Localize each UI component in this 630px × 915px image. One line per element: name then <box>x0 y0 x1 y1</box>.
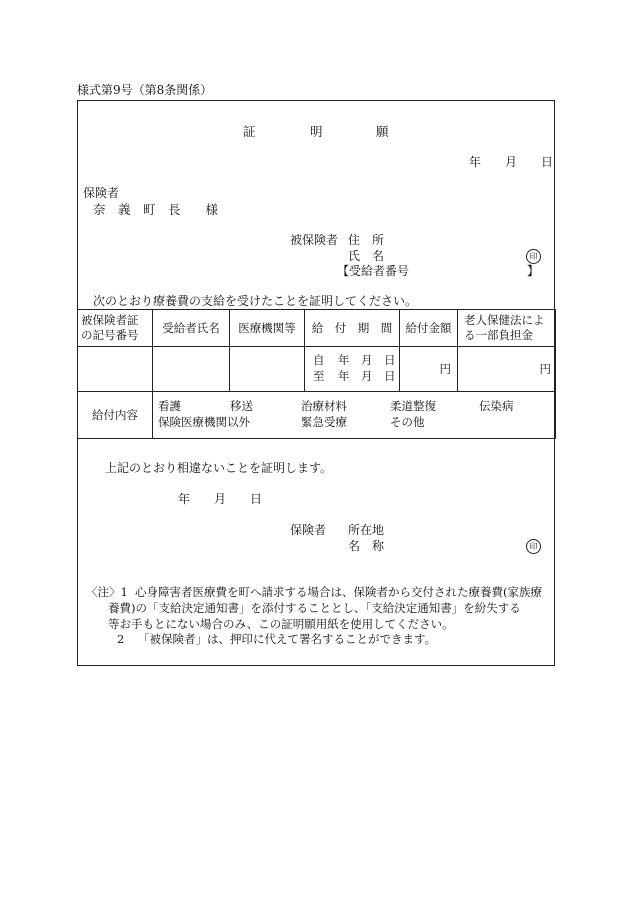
benefit-content-row <box>78 392 556 439</box>
period-from-day: 日 <box>384 353 396 367</box>
insured-label: 被保険者 <box>290 233 339 247</box>
addressee-name: 奈 義 町 長 様 <box>93 202 219 217</box>
period-from-month: 月 <box>361 353 373 367</box>
note-1-line-2: 養費)の「支給決定通知書」を添付することとし、「支給決定通知書」を紛失する <box>108 601 521 615</box>
header-recipient-name: 受給者氏名 <box>153 310 230 347</box>
benefit-content-options <box>153 392 556 439</box>
title-char-3: 願 <box>376 124 389 139</box>
header-insured-number: 被保険者証の記号番号 <box>78 310 153 347</box>
note-1-line-1: 心身障害者医療費を町へ請求する場合は、保険者から交付された療養費(家族療 <box>135 585 542 599</box>
benefit-outside[interactable]: 保険医療機関以外 <box>158 415 250 429</box>
cert-date-year: 年 <box>178 492 191 506</box>
note-2-text: 「被保険者」は、押印に代えて署名することができます。 <box>138 632 437 646</box>
insurer-label: 保険者 <box>290 523 327 537</box>
period-from: 自 <box>313 353 325 367</box>
cell-copay[interactable] <box>458 347 556 392</box>
copay-yen: 円 <box>539 362 551 376</box>
header-medical-institution: 医療機関等 <box>230 310 305 347</box>
title-char-2: 明 <box>310 124 323 139</box>
cert-date-month: 月 <box>214 492 227 506</box>
date-month: 月 <box>505 155 518 169</box>
benefit-judo[interactable]: 柔道整復 <box>390 399 436 413</box>
insured-number-close: 】 <box>527 264 540 278</box>
amount-yen: 円 <box>439 362 451 376</box>
cert-date-day: 日 <box>250 492 263 506</box>
header-benefit-period: 給 付 期 間 <box>305 310 400 347</box>
period-to-day: 日 <box>384 369 396 383</box>
date-day: 日 <box>541 155 554 169</box>
note-1-line-3: 等お手もとにない場合のみ、この証明願用紙を使用してください。 <box>108 617 454 631</box>
period-to-month: 月 <box>361 369 373 383</box>
insured-name-label: 氏 名 <box>348 249 385 263</box>
request-text: 次のとおり療養費の支給を受けたことを証明してください。 <box>93 294 418 308</box>
insurer-location-label: 所在地 <box>348 523 385 537</box>
benefit-emergency[interactable]: 緊急受療 <box>301 415 347 429</box>
insured-number-label: 【受給者番号 <box>337 264 410 278</box>
certify-text: 上記のとおり相違ないことを証明します。 <box>105 461 333 475</box>
benefit-other[interactable]: その他 <box>390 415 425 429</box>
period-to-year: 年 <box>338 369 350 383</box>
cell-benefit-amount[interactable] <box>400 347 458 392</box>
insurer-seal: 印 <box>526 539 541 554</box>
cell-insured-number[interactable] <box>78 347 153 392</box>
table-data-row <box>78 347 556 392</box>
form-number: 様式第9号（第8条関係） <box>77 83 213 97</box>
note-prefix: 〈注〉1 <box>86 585 128 599</box>
date-year: 年 <box>469 155 482 169</box>
cell-benefit-period[interactable] <box>305 347 400 392</box>
claim-table <box>77 309 556 439</box>
header-copay: 老人保健法による一部負担金 <box>458 310 556 347</box>
title-char-1: 証 <box>243 124 256 139</box>
benefit-transfer[interactable]: 移送 <box>230 399 253 413</box>
header-benefit-amount: 給付金額 <box>400 310 458 347</box>
benefit-infectious[interactable]: 伝染病 <box>479 399 514 413</box>
period-from-year: 年 <box>338 353 350 367</box>
benefit-nursing[interactable]: 看護 <box>158 399 181 413</box>
period-to: 至 <box>313 369 325 383</box>
cell-medical-institution[interactable] <box>230 347 305 392</box>
insurer-name-label: 名 称 <box>348 539 385 553</box>
note-2-number: 2 <box>117 632 125 646</box>
addressee-org: 保険者 <box>83 186 120 200</box>
benefit-content-label: 給付内容 <box>78 392 153 439</box>
cell-recipient-name[interactable] <box>153 347 230 392</box>
benefit-materials[interactable]: 治療材料 <box>301 399 347 413</box>
table-header-row <box>78 310 556 347</box>
insured-address-label: 住 所 <box>348 233 385 247</box>
insured-seal: 印 <box>526 249 541 264</box>
